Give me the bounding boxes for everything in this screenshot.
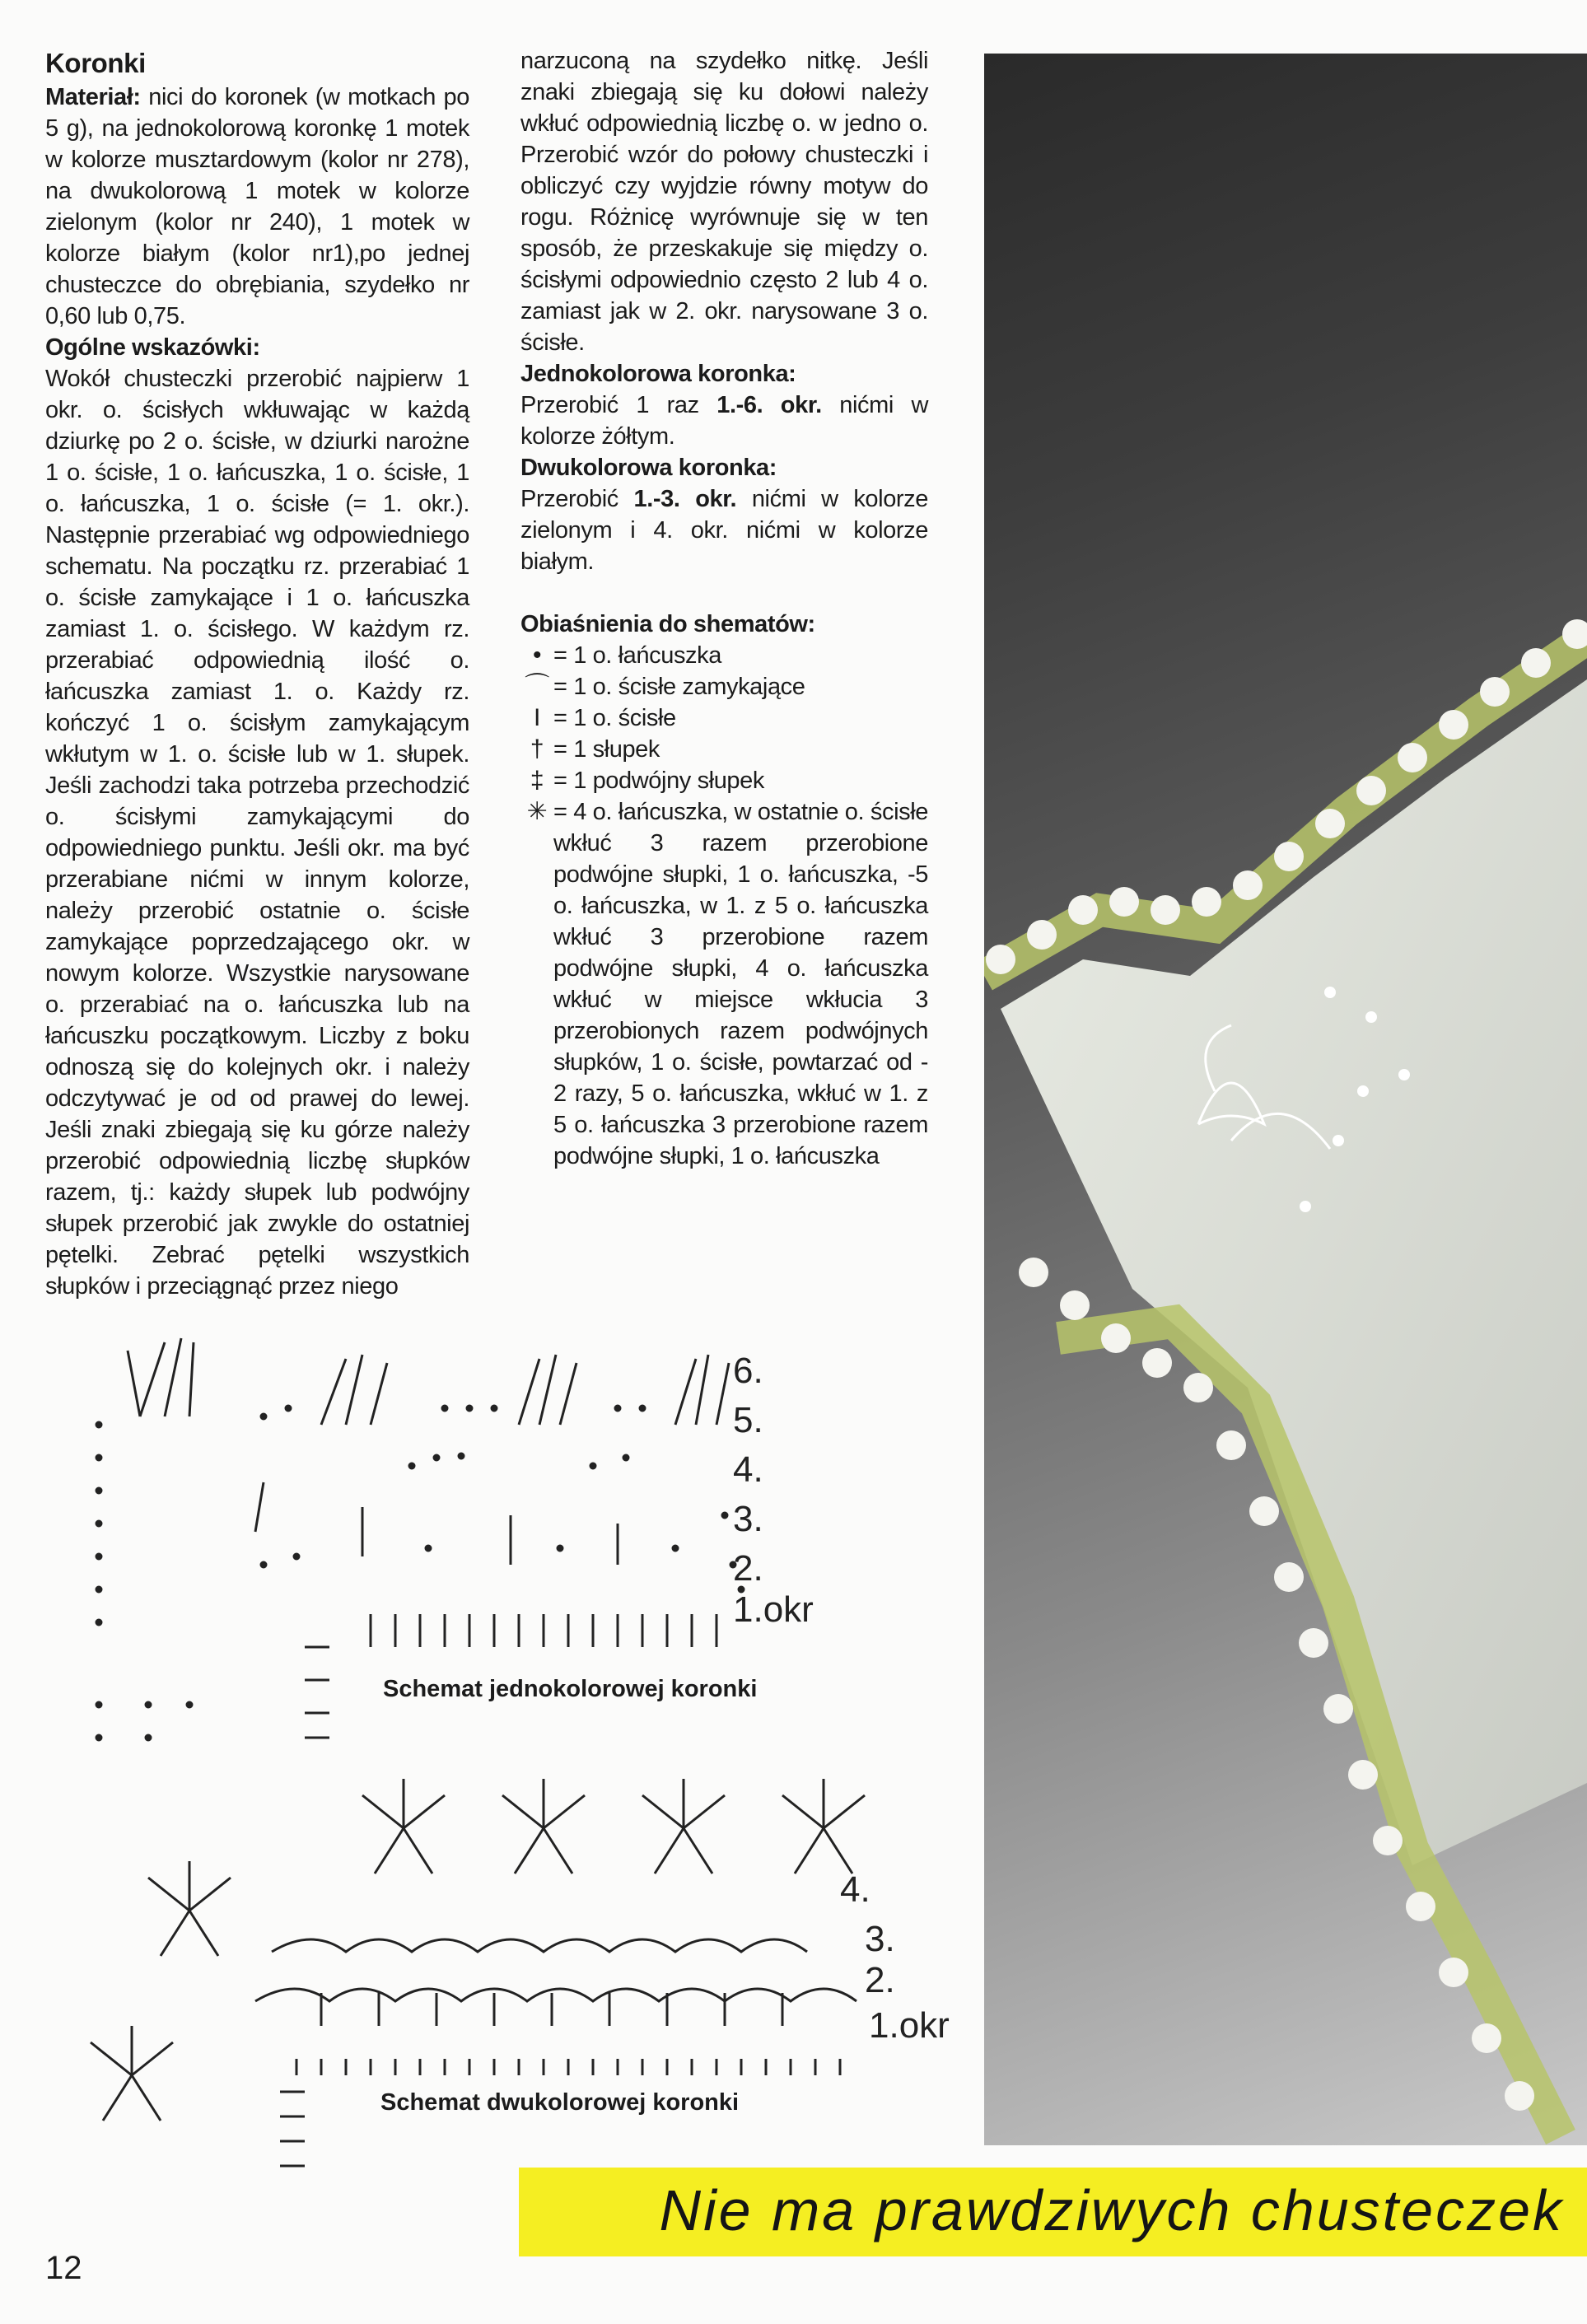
left-text-column xyxy=(45,45,469,1302)
legend-heading: Obiaśnienia do shematów: xyxy=(520,611,815,637)
article-title: Koronki xyxy=(45,48,146,78)
single-text-rows: 1.-6. okr. xyxy=(716,392,822,418)
legend-text: = 4 o. łańcuszka, w ostatnie o. ścisłe wkłuć 3 razem przerobione podwójne słupki, 1 o. łańcuszka, -5 o. łańcuszka, w 1. z 5 o. łańcuszka wkłuć 3 przerobione razem podwójne słupki, 4 o. łańcuszka wkłuć w miejsce wkłucia 3 przerobionych razem podwójnych słupków, 1 o. ścisłe, powtarzać od - 2 razy, 5 o. łańcuszka, wkłuć w 1. z 5 o. łańcuszka 3 przerobione razem podwójne słupki, 1 o. łańcuszka xyxy=(553,799,928,1169)
legend-text: = 1 słupek xyxy=(553,736,660,763)
legend-text: = 1 podwójny słupek xyxy=(553,768,764,794)
page-number: 12 xyxy=(45,2250,82,2286)
slip-stitch-icon: ⌒ xyxy=(525,673,549,700)
legend-row xyxy=(520,671,928,702)
symbol-legend xyxy=(520,640,928,1172)
row-label: 3. xyxy=(865,1919,895,1959)
legend-row xyxy=(520,734,928,765)
legend-text: = 1 o. ścisłe xyxy=(553,705,676,731)
row-label: 6. xyxy=(733,1351,763,1391)
double-text-c: nićmi w kolorze zielonym i 4. okr. nićmi w kolorze białym. xyxy=(520,486,929,575)
row-label: 4. xyxy=(733,1449,763,1490)
chain-stitch-icon: • xyxy=(532,642,542,669)
double-crochet-icon: † xyxy=(530,735,544,763)
two-color-schema-caption: Schemat dwukolorowej koronki xyxy=(380,2089,740,2116)
general-instructions-heading: Ogólne wskazówki: xyxy=(45,334,260,361)
two-color-lace-heading: Dwukolorowa koronka: xyxy=(520,455,777,481)
row-label: 1.okr xyxy=(869,2005,950,2046)
banner-text: Nie ma prawdziwych chusteczek xyxy=(659,2178,1564,2242)
general-instructions-text: Wokół chusteczki przerobić najpierw 1 okr. o. ścisłych wkłuwając w każdą dziurkę po 2 o. ścisłe, w dziurki narożne 1 o. ścisłe, 1 o. łańcuszka, 1 o. ścisłe, 1 o. łańcuszka, 1 o. ścisłe (= 1. okr.). Następnie przerabiać wg odpowiedniego schematu. Na początku rz. przerabiać 1 o. ścisłe zamykające i 1 o. łańcuszka zamiast 1. o. ścisłego. W każdym rz. przerabiać odpowiednią ilość o. łańcuszka zamiast 1. o. Każdy rz. kończyć 1 o. ścisłym zamykającym wkłutym w 1. o. ścisłe lub w 1. słupek. Jeśli zachodzi taka potrzeba przechodzić o. ścisłymi zamykającymi do odpowiedniego punktu. Jeśli okr. ma być przerabiane nićmi w innym kolorze, należy przerobić ostatnie o. ścisłe zamykające poprzedzającego okr. w nowym kolorze. Wszystkie narysowane o. przerabiać na o. łańcuszka lub na łańcuszku początkowym. Liczby z boku odnoszą się do kolejnych okr. i należy odczytywać je od od prawej do lewej. Jeśli znaki zbiegają się ku górze należy przerobić odpowiednią liczbę słupków razem, tj.: każdy słupek lub podwójny słupek przerobić jak zwykle do ostatniej pętelki. Zebrać pętelki wszystkich słupków i przeciągnąć przez niego xyxy=(45,366,469,1300)
continued-instructions: narzuconą na szydełko nitkę. Jeśli znaki zbiegają się ku dołowi należy wkłuć odpowiednią liczbę o. w jedno o. Przerobić wzór do połowy chusteczki i obliczyć czy wyjdzie równy motyw do rogu. Różnicę wyrównuje się w ten sposób, że przeskakuje się między o. ścisłymi odpowiednio często 2 lub 4 o. zamiast jak w 2. okr. narysowane 3 o. ścisłe. xyxy=(520,48,928,356)
double-text-rows: 1.-3. okr. xyxy=(633,486,737,512)
legend-text: = 1 o. ścisłe zamykające xyxy=(553,674,805,700)
legend-row xyxy=(520,702,928,734)
row-label: 1.okr xyxy=(733,1589,814,1630)
legend-row xyxy=(520,640,928,671)
two-color-lace-schema xyxy=(49,1762,939,2191)
row-label: 4. xyxy=(840,1869,871,1910)
fan-motif xyxy=(128,1338,729,1425)
legend-row xyxy=(520,765,928,796)
middle-text-column xyxy=(520,45,928,1172)
row-label: 2. xyxy=(733,1548,763,1589)
single-crochet-icon: I xyxy=(534,704,540,731)
single-color-lace-text xyxy=(520,390,928,452)
flower-motifs xyxy=(91,1779,865,2121)
two-color-lace-text xyxy=(520,483,928,577)
handkerchief-photo xyxy=(984,54,1587,2145)
title-banner xyxy=(519,2168,1587,2256)
materials-text: nici do koronek (w motkach po 5 g), na jednokolorową koronkę 1 motek w kolorze musztardowym (kolor nr 278), na dwukolorową 1 motek w kolorze zielonym (kolor nr 240), 1 motek w kolorze białym (kolor nr1),po jednej chusteczce do obrębiania, szydełko nr 0,60 lub 0,75. xyxy=(45,84,469,329)
stitch-columns xyxy=(255,1939,857,2166)
single-color-schema-caption: Schemat jednokolorowej koronki xyxy=(383,1676,758,1702)
handkerchief-illustration xyxy=(984,54,1587,2145)
flower-motif-icon: ✳ xyxy=(526,798,548,825)
legend-row xyxy=(520,796,928,1172)
materials-label: Materiał: xyxy=(45,84,141,110)
treble-crochet-icon: ‡ xyxy=(530,767,544,794)
single-color-lace-heading: Jednokolorowa koronka: xyxy=(520,361,796,387)
double-text-a: Przerobić xyxy=(520,486,634,512)
materials-paragraph xyxy=(45,82,469,332)
single-text-a: Przerobić 1 raz xyxy=(520,392,717,418)
legend-text: = 1 o. łańcuszka xyxy=(553,642,721,669)
row-label: 3. xyxy=(733,1499,763,1539)
single-text-c: nićmi w kolorze żółtym. xyxy=(520,392,929,450)
row-label: 5. xyxy=(733,1400,763,1440)
row-label: 2. xyxy=(865,1960,895,2000)
